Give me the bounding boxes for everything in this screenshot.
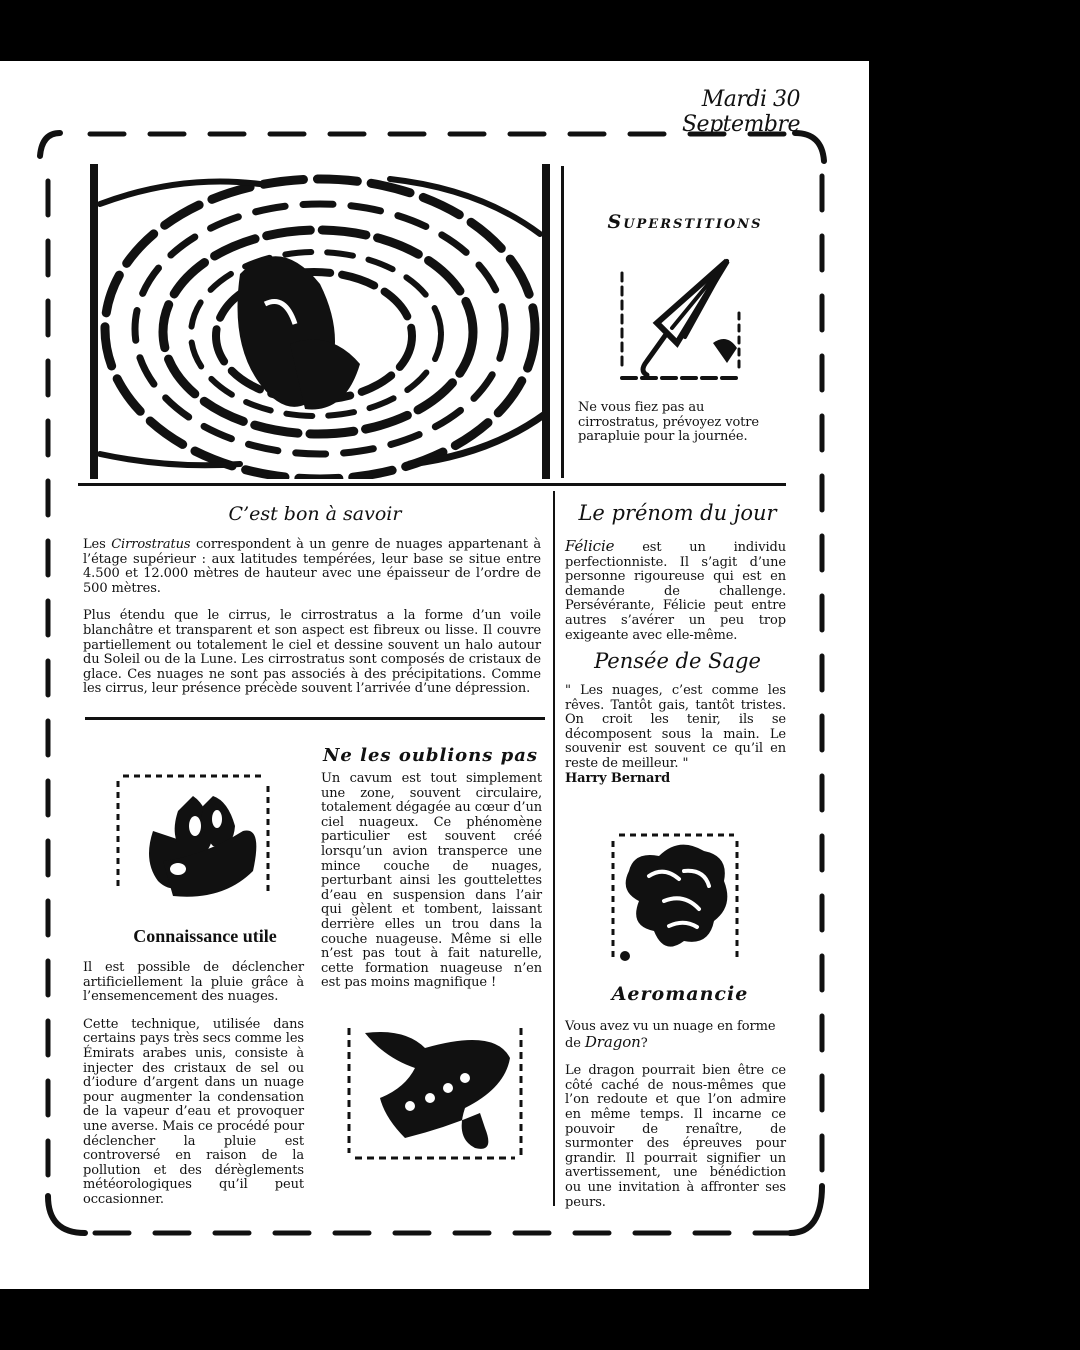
bon-a-savoir-paragraph-2: Plus étendu que le cirrus, le cirrostratus a la forme d’un voile blanchâtre et transparent et son aspect est fibreux ou lisse. Il couvre partiellement ou totalement le ciel et dessine souvent un halo autour du Soleil ou de la Lune. Les cirrostratus sont composés de cristaux de glace. Ces nuages ne sont pas associés à des précipitations. Comme les cirrus, leur présence précède souvent l’arrivée d’une dépression.	[83, 608, 541, 697]
connaissance-body	[83, 961, 304, 1208]
aeromancie-paragraph-2: Le dragon pourrait bien être ce côté caché de nous-mêmes que l’on redoute et que l’on admire en même temps. Il incarne ce pouvoir de renaître, de surmonter des épreuves pour grandir. Il pourrait signifier un avertissement, une bénédiction ou une invitation à affronter ses peurs.	[565, 1063, 786, 1210]
bon-a-savoir-highlight: Cirrostratus	[111, 537, 191, 552]
pensee-author: Harry Bernard	[565, 771, 671, 786]
section-rule-top	[78, 483, 786, 486]
cloud-illustration	[609, 831, 741, 966]
bon-a-savoir-title: C’est bon à savoir	[228, 503, 402, 525]
bon-a-savoir-body	[83, 538, 541, 697]
corner-top-left	[40, 133, 60, 156]
section-rule-middle	[85, 717, 545, 720]
column-rule-main	[553, 491, 555, 1206]
bon-a-savoir-paragraph-1	[83, 538, 541, 596]
newspaper-page	[0, 61, 869, 1289]
corner-bottom-right	[790, 1186, 822, 1233]
rain-drops-illustration	[113, 771, 275, 906]
superstitions-text: Ne vous fiez pas au cirrostratus, prévoyez votre parapluie pour la journée.	[578, 400, 760, 445]
column-rule-top	[561, 166, 564, 478]
aeromancie-body	[565, 1020, 786, 1210]
umbrella-illustration	[617, 253, 749, 383]
prenom-body	[565, 539, 786, 643]
pensee-quote: " Les nuages, c’est comme les rêves. Tantôt gais, tantôt tristes. On croit les tenir, ils se décomposent sous la main. Le souvenir est souvent ce qu’il en reste de meilleur. "	[565, 683, 786, 771]
prenom-name: Félicie	[565, 537, 615, 555]
corner-bottom-left	[48, 1196, 85, 1233]
aeromancie-highlight: Dragon	[584, 1032, 641, 1051]
bon-a-savoir-lead: Les	[83, 537, 106, 552]
prenom-title: Le prénom du jour	[578, 501, 777, 525]
aeromancie-lead: Vous avez vu un nuage en forme de	[565, 1019, 776, 1051]
swirl-cloud-illustration	[90, 164, 550, 479]
aeromancie-paragraph-1	[565, 1020, 786, 1051]
corner-top-right	[795, 133, 824, 161]
issue-date: Mardi 30 Septembre	[681, 87, 800, 137]
airplane-illustration	[345, 1018, 525, 1163]
oublions-title: Ne les oublions pas	[322, 745, 539, 766]
aeromancie-end: ?	[640, 1035, 648, 1051]
aeromancie-title: Aeromancie	[611, 983, 749, 1005]
connaissance-title: Connaissance utile	[133, 926, 277, 946]
pensee-title: Pensée de Sage	[594, 649, 761, 673]
prenom-text: est un individu perfectionniste. Il s’agit d’une personne rigoureuse qui est en demande de challenge. Persévérante, Félicie peut entre autres s’avérer un peu trop exigeante avec elle-même.	[565, 540, 786, 643]
bon-a-savoir-p1-rest: correspondent à un genre de nuages appartenant à l’étage supérieur : aux latitudes tempérées, leur base se situe entre 4.500 et 12.000 mètres de hauteur avec une épaisseur de l’ordre de 500 mètres.	[83, 537, 541, 596]
oublions-text: Un cavum est tout simplement une zone, souvent circulaire, totalement dégagée au cœur d’un ciel nuageux. Ce phénomène particulier est souvent créé lorsqu’un avion transperce une mince couche de nuages, perturbant ainsi les gouttelettes d’eau en suspension dans l’air qui gèlent et tombent, laissant derrière elles un trou dans la couche nuageuse. Même si elle n’est pas tout à fait naturelle, cette formation nuageuse n’en est pas moins magnifique !	[321, 771, 542, 991]
connaissance-paragraph-1: Il est possible de déclencher artificiellement la pluie grâce à l’ensemencement des nuages.	[83, 960, 304, 1005]
superstitions-title: Superstitions	[607, 211, 763, 233]
connaissance-paragraph-2: Cette technique, utilisée dans certains pays très secs comme les Émirats arabes unis, consiste à injecter des cristaux de sel ou d’iodure d’argent dans un nuage pour augmenter la condensation de la vapeur d’eau et provoquer une averse. Mais ce procédé pour déclencher la pluie est controversé en raison de la pollution et des dérèglements météorologiques qu’il peut occasionner.	[83, 1016, 304, 1207]
